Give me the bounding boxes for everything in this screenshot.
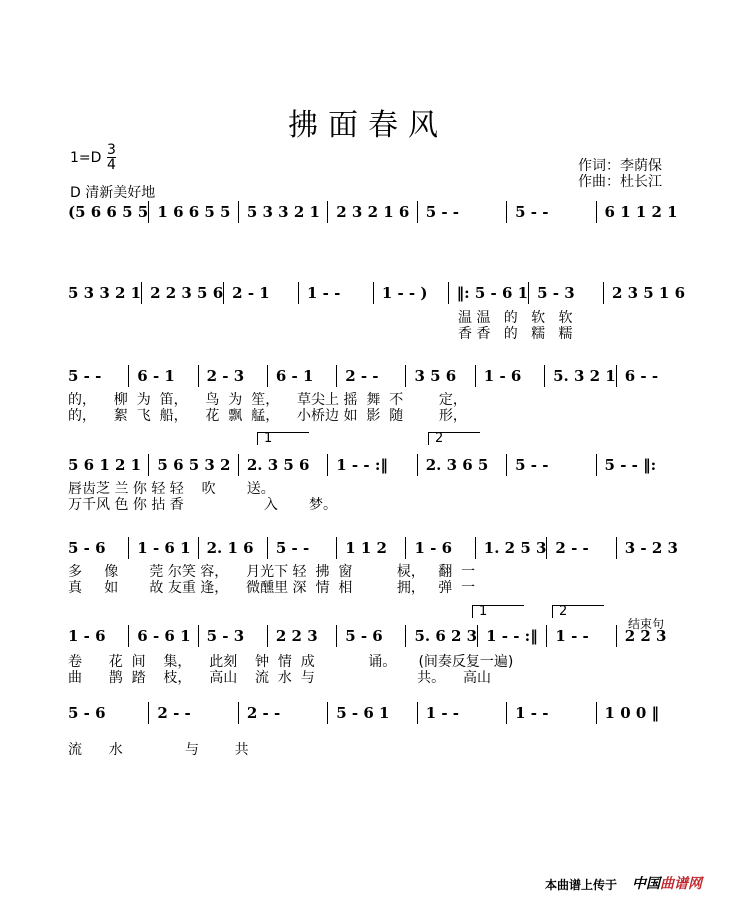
measure: 5 - - <box>268 537 337 559</box>
measure: 5 - - <box>507 454 596 476</box>
measure: 5. 3 2 1 <box>545 365 617 387</box>
volta-2: 2 <box>552 605 604 618</box>
staff-line <box>60 702 685 724</box>
lyric-line: 的， 柳 为 笛， 鸟 为 笙， 草尖上 摇 舞 不 定， <box>68 392 467 408</box>
measure: 5 6 5 3 2 <box>149 454 238 476</box>
measure: 1 - 6 <box>60 625 129 647</box>
measure: 5 - - <box>507 201 596 223</box>
measure: 1 - - :‖ <box>478 625 547 647</box>
lyric-line: 曲 鹊 踏 枝， 高山 流 水 与 共。 高山 <box>68 670 491 686</box>
measure: ‖: 5 - 6 1 <box>449 282 529 304</box>
measure: 5 - - ‖: <box>604 456 657 474</box>
time-denominator: 4 <box>107 157 116 173</box>
footer-text: 本曲谱上传于 <box>545 878 618 892</box>
lyricist: 作词：李荫保 <box>578 158 662 174</box>
measure: 1 1 2 <box>337 537 406 559</box>
measure: 6 - - <box>624 367 659 385</box>
measure: 2 - - <box>337 365 406 387</box>
measure: 2 3 5 1 6 <box>611 284 686 302</box>
site-logo-text2: 曲谱网 <box>660 876 702 892</box>
time-numerator: 3 <box>107 142 116 158</box>
credits <box>578 158 662 190</box>
measure: 2. 1 6 <box>199 537 268 559</box>
measure: 6 - 6 1 <box>129 625 198 647</box>
lyric-line: 万千风 色 你 拈 香 入 梦。 <box>68 497 338 513</box>
volta-2: 2 <box>428 432 480 445</box>
measure: 2 - - <box>239 702 328 724</box>
measure: 2 2 3 5 6 <box>142 282 224 304</box>
staff-line <box>60 201 685 223</box>
lyric-line: 香 香 的 糯 糯 <box>458 326 573 342</box>
composer: 作曲：杜长江 <box>578 174 662 190</box>
measure: 6 - 1 <box>268 365 337 387</box>
measure: 2 - 3 <box>199 365 268 387</box>
time-signature <box>107 143 116 172</box>
measure: 5 - 6 1 <box>328 702 417 724</box>
staff-line <box>60 537 685 559</box>
measure: 5 - - <box>418 201 507 223</box>
lyric-line: 唇齿芝 兰 你 轻 轻 吹 送。 <box>68 481 275 497</box>
measure: 2 - - <box>149 702 238 724</box>
staff-line <box>60 365 685 387</box>
song-title: 拂面春风 <box>288 108 448 143</box>
measure: 5 - 3 <box>529 282 604 304</box>
measure: 1 - - ) <box>374 282 449 304</box>
measure: 2. 3 5 6 <box>239 454 328 476</box>
measure: 1 - - :‖ <box>328 454 417 476</box>
lyric-line: 多 像 莞 尔笑 容， 月光下 轻 拂 窗 棂， 翻 一 <box>68 564 476 580</box>
measure: 2 - 1 <box>224 282 299 304</box>
measure: 1 - - <box>299 282 374 304</box>
measure: 2 - - <box>547 537 616 559</box>
measure: 2. 3 6 5 <box>418 454 507 476</box>
measure: 5 3 3 2 1 <box>239 201 328 223</box>
measure: 2 2 3 <box>268 625 337 647</box>
volta-1: 1 <box>257 432 309 445</box>
volta-1: 1 <box>472 605 524 618</box>
measure: 5 3 3 2 1 <box>60 282 142 304</box>
measure: 5 - 6 <box>60 702 149 724</box>
measure: 5 - 6 <box>60 537 129 559</box>
tempo-marking: D 清新美好地 <box>70 185 156 201</box>
lyric-line: 温 温 的 软 软 <box>458 310 573 326</box>
measure: 1 - - <box>547 625 616 647</box>
measure: 1 - - <box>507 702 596 724</box>
measure: 5 - 3 <box>199 625 268 647</box>
site-logo-text: 中国 <box>632 876 660 892</box>
measure: 2 3 2 1 6 <box>328 201 417 223</box>
measure: 6 1 1 2 1 <box>604 203 678 221</box>
measure: 3 - 2 3 <box>624 539 678 557</box>
measure: 1 6 6 5 5 <box>149 201 238 223</box>
measure: 5 - 6 <box>337 625 406 647</box>
measure: (5 6 6 5 5 <box>60 201 149 223</box>
lyric-line: 流 水 与 共 <box>68 742 249 758</box>
measure: 1 - 6 1 <box>129 537 198 559</box>
measure: 1 - 6 <box>406 537 475 559</box>
measure: 5. 6 2 3 <box>406 625 478 647</box>
measure: 1 - - <box>418 702 507 724</box>
measure: 5 - - <box>60 365 129 387</box>
measure: 3 5 6 <box>406 365 475 387</box>
measure: 1. 2 5 3 <box>476 537 548 559</box>
measure: 2 2 3 <box>624 627 667 645</box>
measure: 1 0 0 ‖ <box>604 704 660 722</box>
measure: 1 - 6 <box>476 365 545 387</box>
measure: 6 - 1 <box>129 365 198 387</box>
key-signature: 1=D <box>70 150 102 166</box>
lyric-line: 卷 花 间 集， 此刻 钟 情 成 诵。 (间奏反复一遍) <box>68 654 514 670</box>
ending-label: 结束句 <box>628 617 665 631</box>
staff-line <box>60 625 685 647</box>
site-logo[interactable] <box>632 873 702 893</box>
staff-line <box>60 454 685 476</box>
lyric-line: 真 如 故 友重 逢， 微醺里 深 情 相 拥， 弹 一 <box>68 580 476 596</box>
staff-line <box>60 282 685 304</box>
measure: 5 6 1 2 1 <box>60 454 149 476</box>
lyric-line: 的， 絮 飞 船， 花 飘 艋， 小桥边 如 影 随 形， <box>68 408 467 424</box>
